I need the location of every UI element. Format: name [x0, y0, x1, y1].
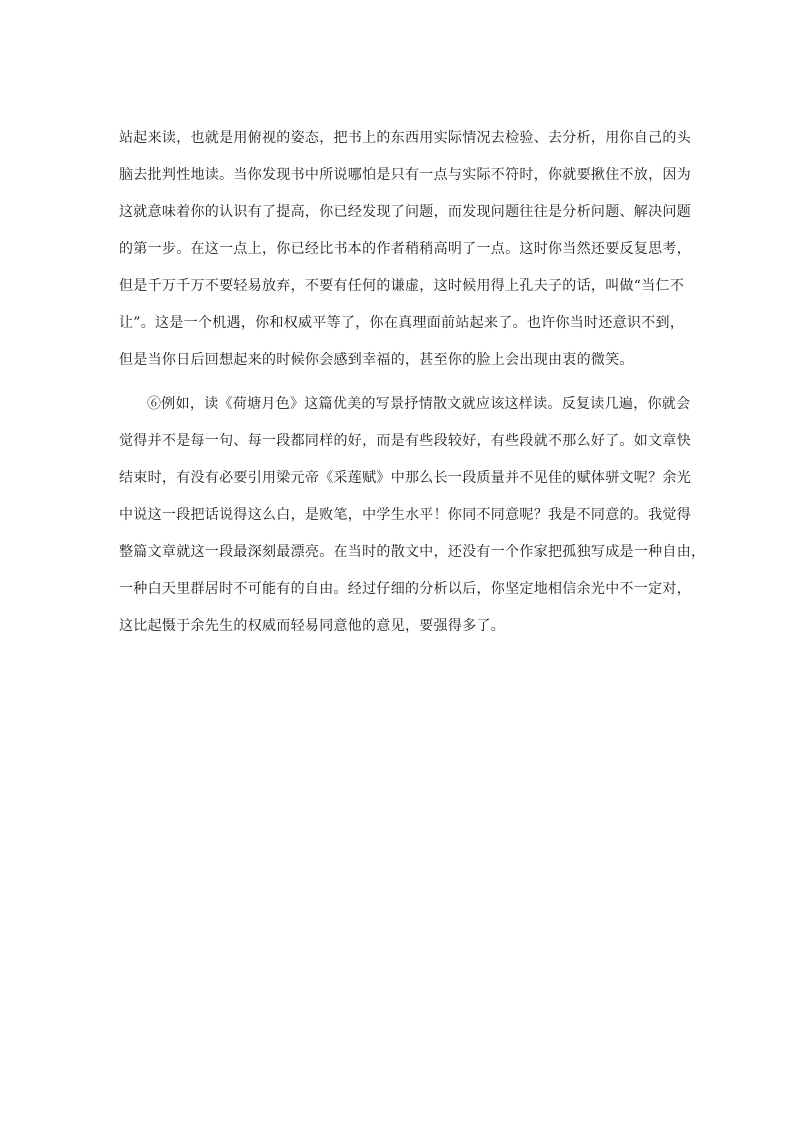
passage-line: 站起来读，也就是用俯视的姿态，把书上的东西用实际情况去检验、去分析，用你自己的头 — [119, 130, 691, 146]
passage-line: 但是当你日后回想起来的时候你会感到幸福的，甚至你的脸上会出现由衷的微笑。 — [119, 352, 634, 368]
passage-line: 觉得并不是每一句、每一段都同样的好，而是有些段较好，有些段就不那么好了。如文章快 — [119, 433, 691, 449]
passage-line: 这比起慑于余先生的权威而轻易同意他的意见，要强得多了。 — [119, 618, 506, 634]
passage-line: ⑥例如，读《荷塘月色》这篇优美的写景抒情散文就应该这样读。反复读几遍，你就会 — [147, 396, 691, 412]
passage-line: 脑去批判性地读。当你发现书中所说哪怕是只有一点与实际不符时，你就要揪住不放，因为 — [119, 167, 691, 183]
passage-line: 但是千万千万不要轻易放弃，不要有任何的谦虚，这时候用得上孔夫子的话，叫做“当仁不 — [119, 278, 685, 294]
passage-line: 整篇文章就这一段最深刻最漂亮。在当时的散文中，还没有一个作家把孤独写成是一种自由， — [119, 544, 706, 560]
passage-line: 结束时，有没有必要引用梁元帝《采莲赋》中那么长一段质量并不见佳的赋体骈文呢？余光 — [119, 470, 691, 486]
passage-line: 让”。这是一个机遇，你和权威平等了，你在真理面前站起来了。也许你当时还意识不到， — [119, 315, 685, 331]
passage-line: 一种白天里群居时不可能有的自由。经过仔细的分析以后，你坚定地相信余光中不一定对， — [119, 581, 691, 597]
passage-line: 的第一步。在这一点上，你已经比书本的作者稍稍高明了一点。这时你当然还要反复思考， — [119, 241, 691, 257]
passage-line: 这就意味着你的认识有了提高，你已经发现了问题，而发现问题往往是分析问题、解决问题 — [119, 204, 691, 220]
passage-line: 中说这一段把话说得这么白，是败笔，中学生水平！你同不同意呢？我是不同意的。我觉得 — [119, 507, 691, 523]
